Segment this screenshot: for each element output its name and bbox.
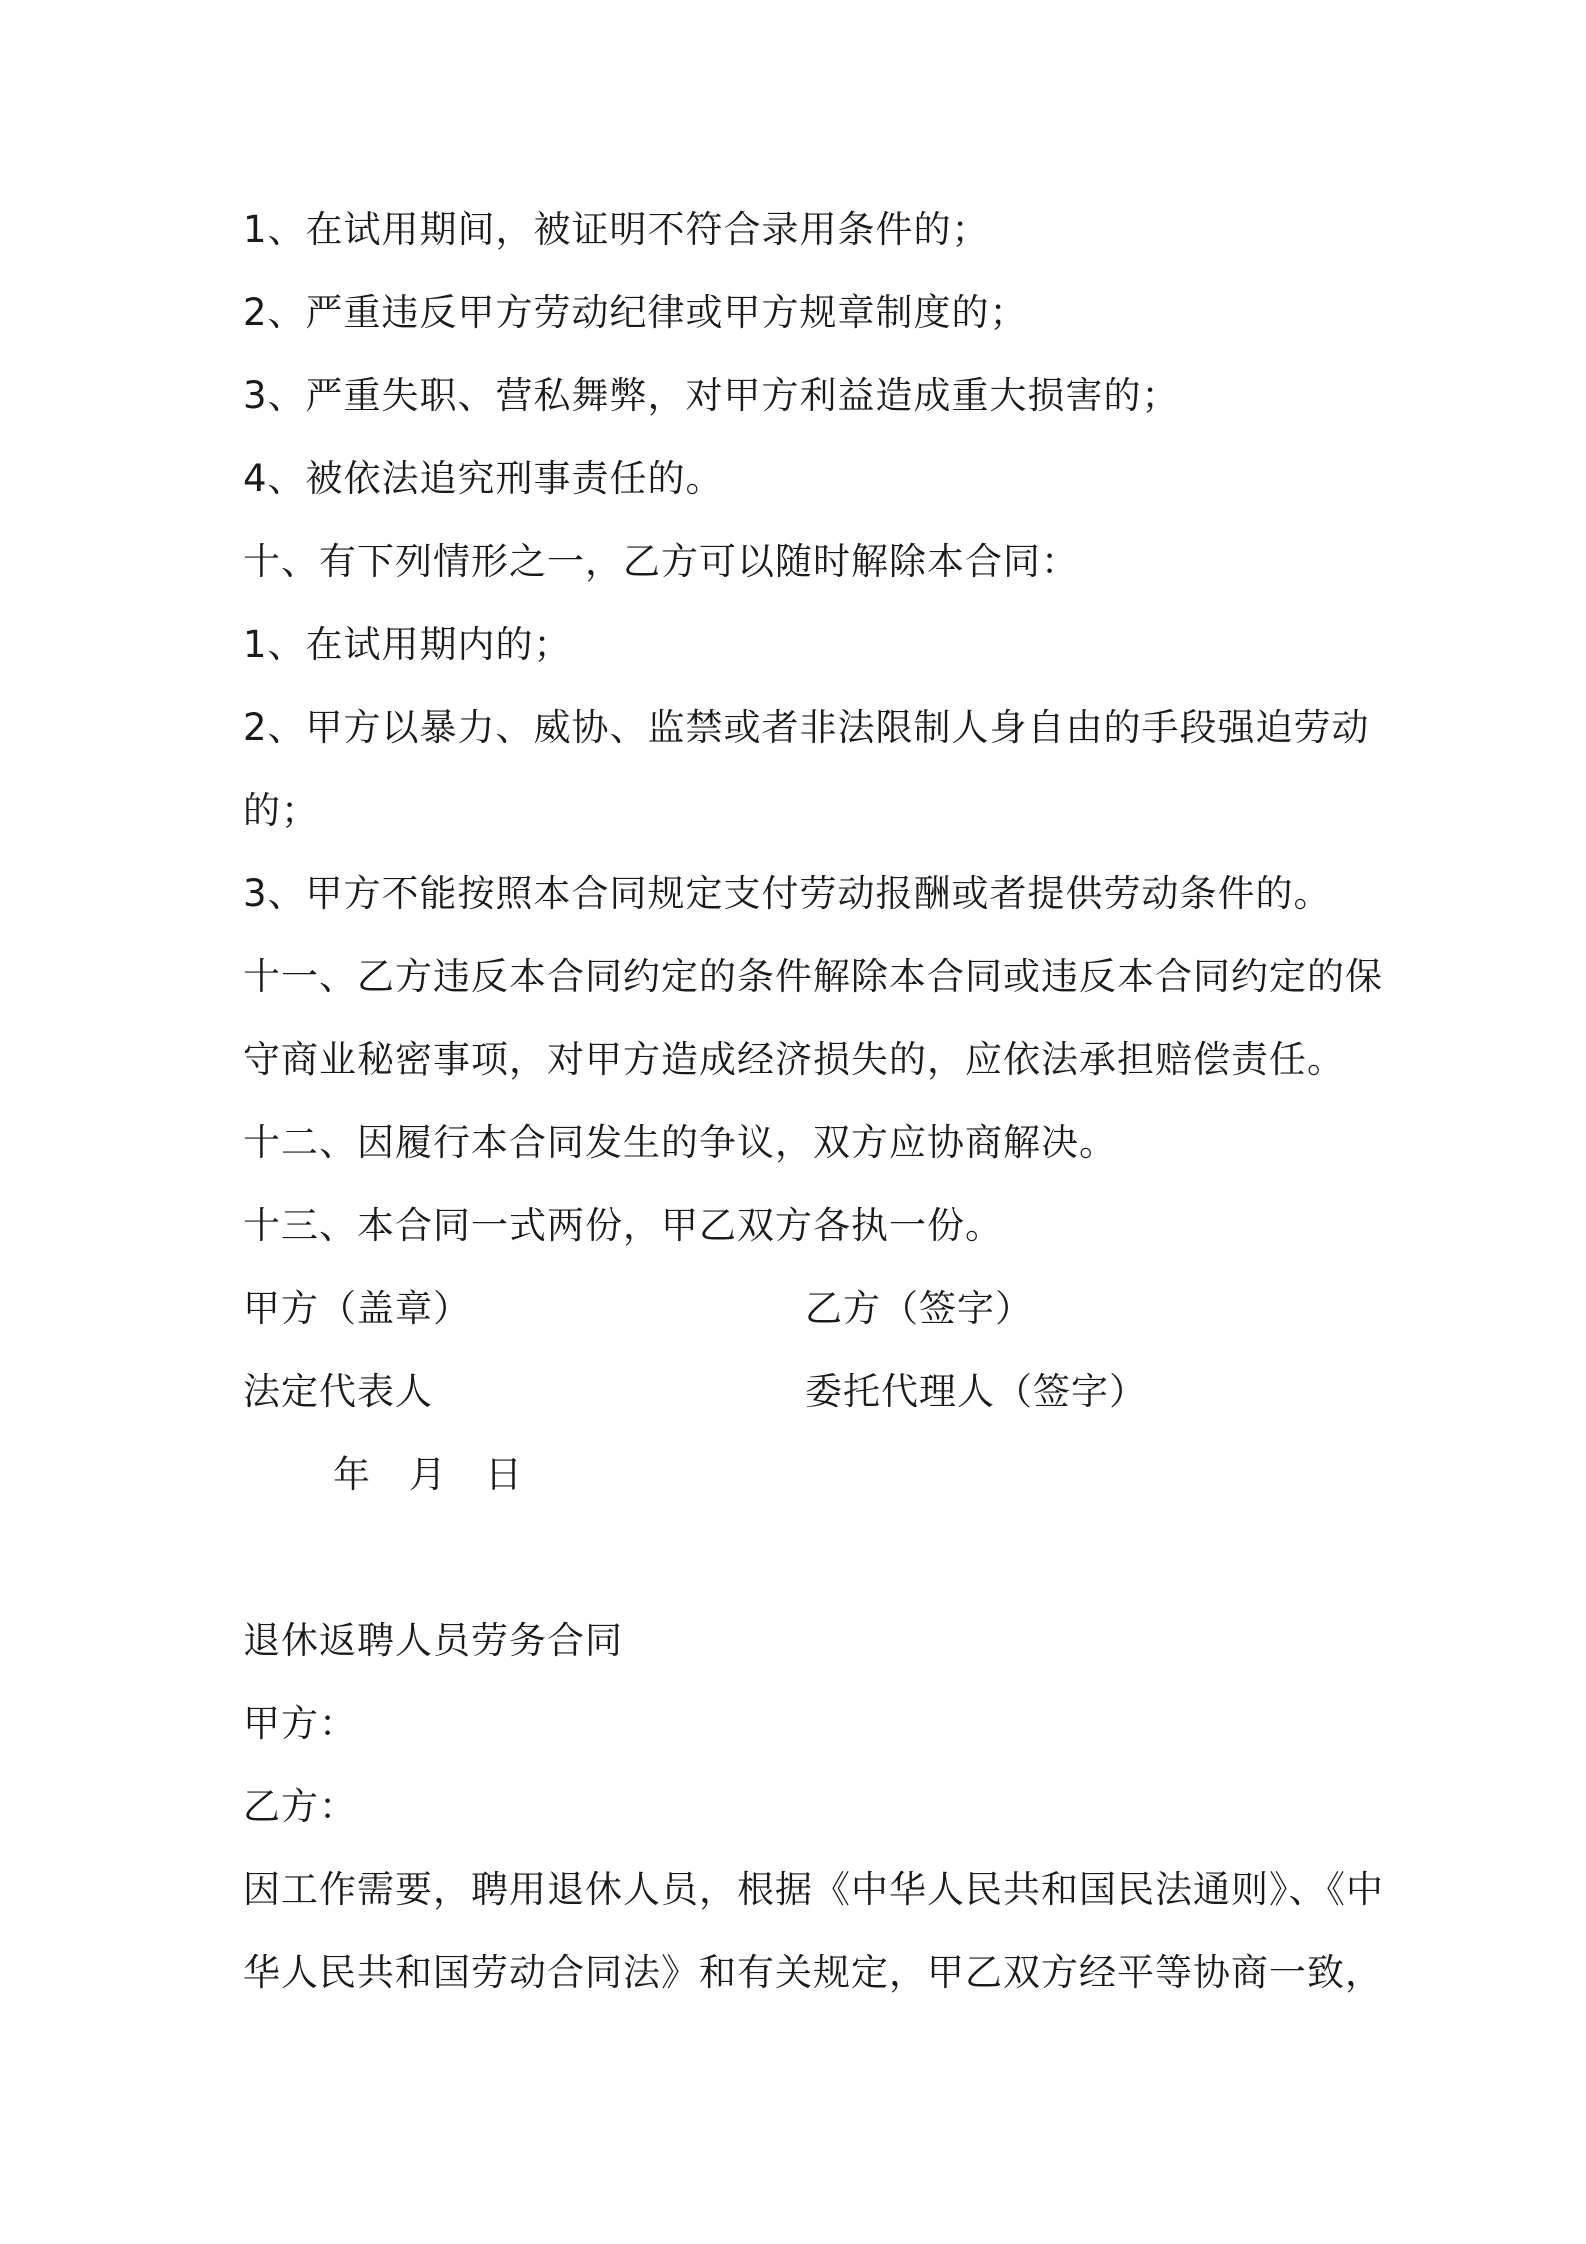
clause-heading: 十三、本合同一式两份，甲乙双方各执一份。 <box>243 1204 1003 1247</box>
clause-line: 1、在试用期间，被证明不符合录用条件的； <box>243 208 990 251</box>
clause-line: 1、在试用期内的； <box>243 623 572 666</box>
clause-line: 2、甲方以暴力、威协、监禁或者非法限制人身自由的手段强迫劳动 <box>243 706 1370 749</box>
clause-line: 4、被依法追究刑事责任的。 <box>243 457 724 500</box>
clause-line-continuation: 守商业秘密事项，对甲方造成经济损失的，应依法承担赔偿责任。 <box>243 1038 1345 1081</box>
clause-line-continuation: 的； <box>243 789 319 832</box>
legal-representative-label: 法定代表人 <box>243 1370 433 1413</box>
clause-heading: 十一、乙方违反本合同约定的条件解除本合同或违反本合同约定的保 <box>243 955 1383 998</box>
date-line: 年 月 日 <box>333 1453 523 1496</box>
intro-paragraph-line: 华人民共和国劳动合同法》和有关规定，甲乙双方经平等协商一致， <box>243 1951 1383 1994</box>
party-a-label: 甲方： <box>243 1702 357 1745</box>
party-b-label: 乙方： <box>243 1785 357 1828</box>
party-a-seal-label: 甲方（盖章） <box>243 1287 471 1330</box>
agent-sign-label: 委托代理人（签字） <box>805 1370 1147 1413</box>
clause-line: 2、严重违反甲方劳动纪律或甲方规章制度的； <box>243 291 1028 334</box>
clause-line: 3、严重失职、营私舞弊，对甲方利益造成重大损害的； <box>243 374 1180 417</box>
clause-heading: 十、有下列情形之一，乙方可以随时解除本合同： <box>243 540 1079 583</box>
contract-title: 退休返聘人员劳务合同 <box>243 1619 623 1662</box>
clause-heading: 十二、因履行本合同发生的争议，双方应协商解决。 <box>243 1121 1117 1164</box>
intro-paragraph-line: 因工作需要，聘用退休人员，根据《中华人民共和国民法通则》、《中 <box>243 1868 1384 1911</box>
party-b-sign-label: 乙方（签字） <box>805 1287 1033 1330</box>
clause-line: 3、甲方不能按照本合同规定支付劳动报酬或者提供劳动条件的。 <box>243 872 1332 915</box>
